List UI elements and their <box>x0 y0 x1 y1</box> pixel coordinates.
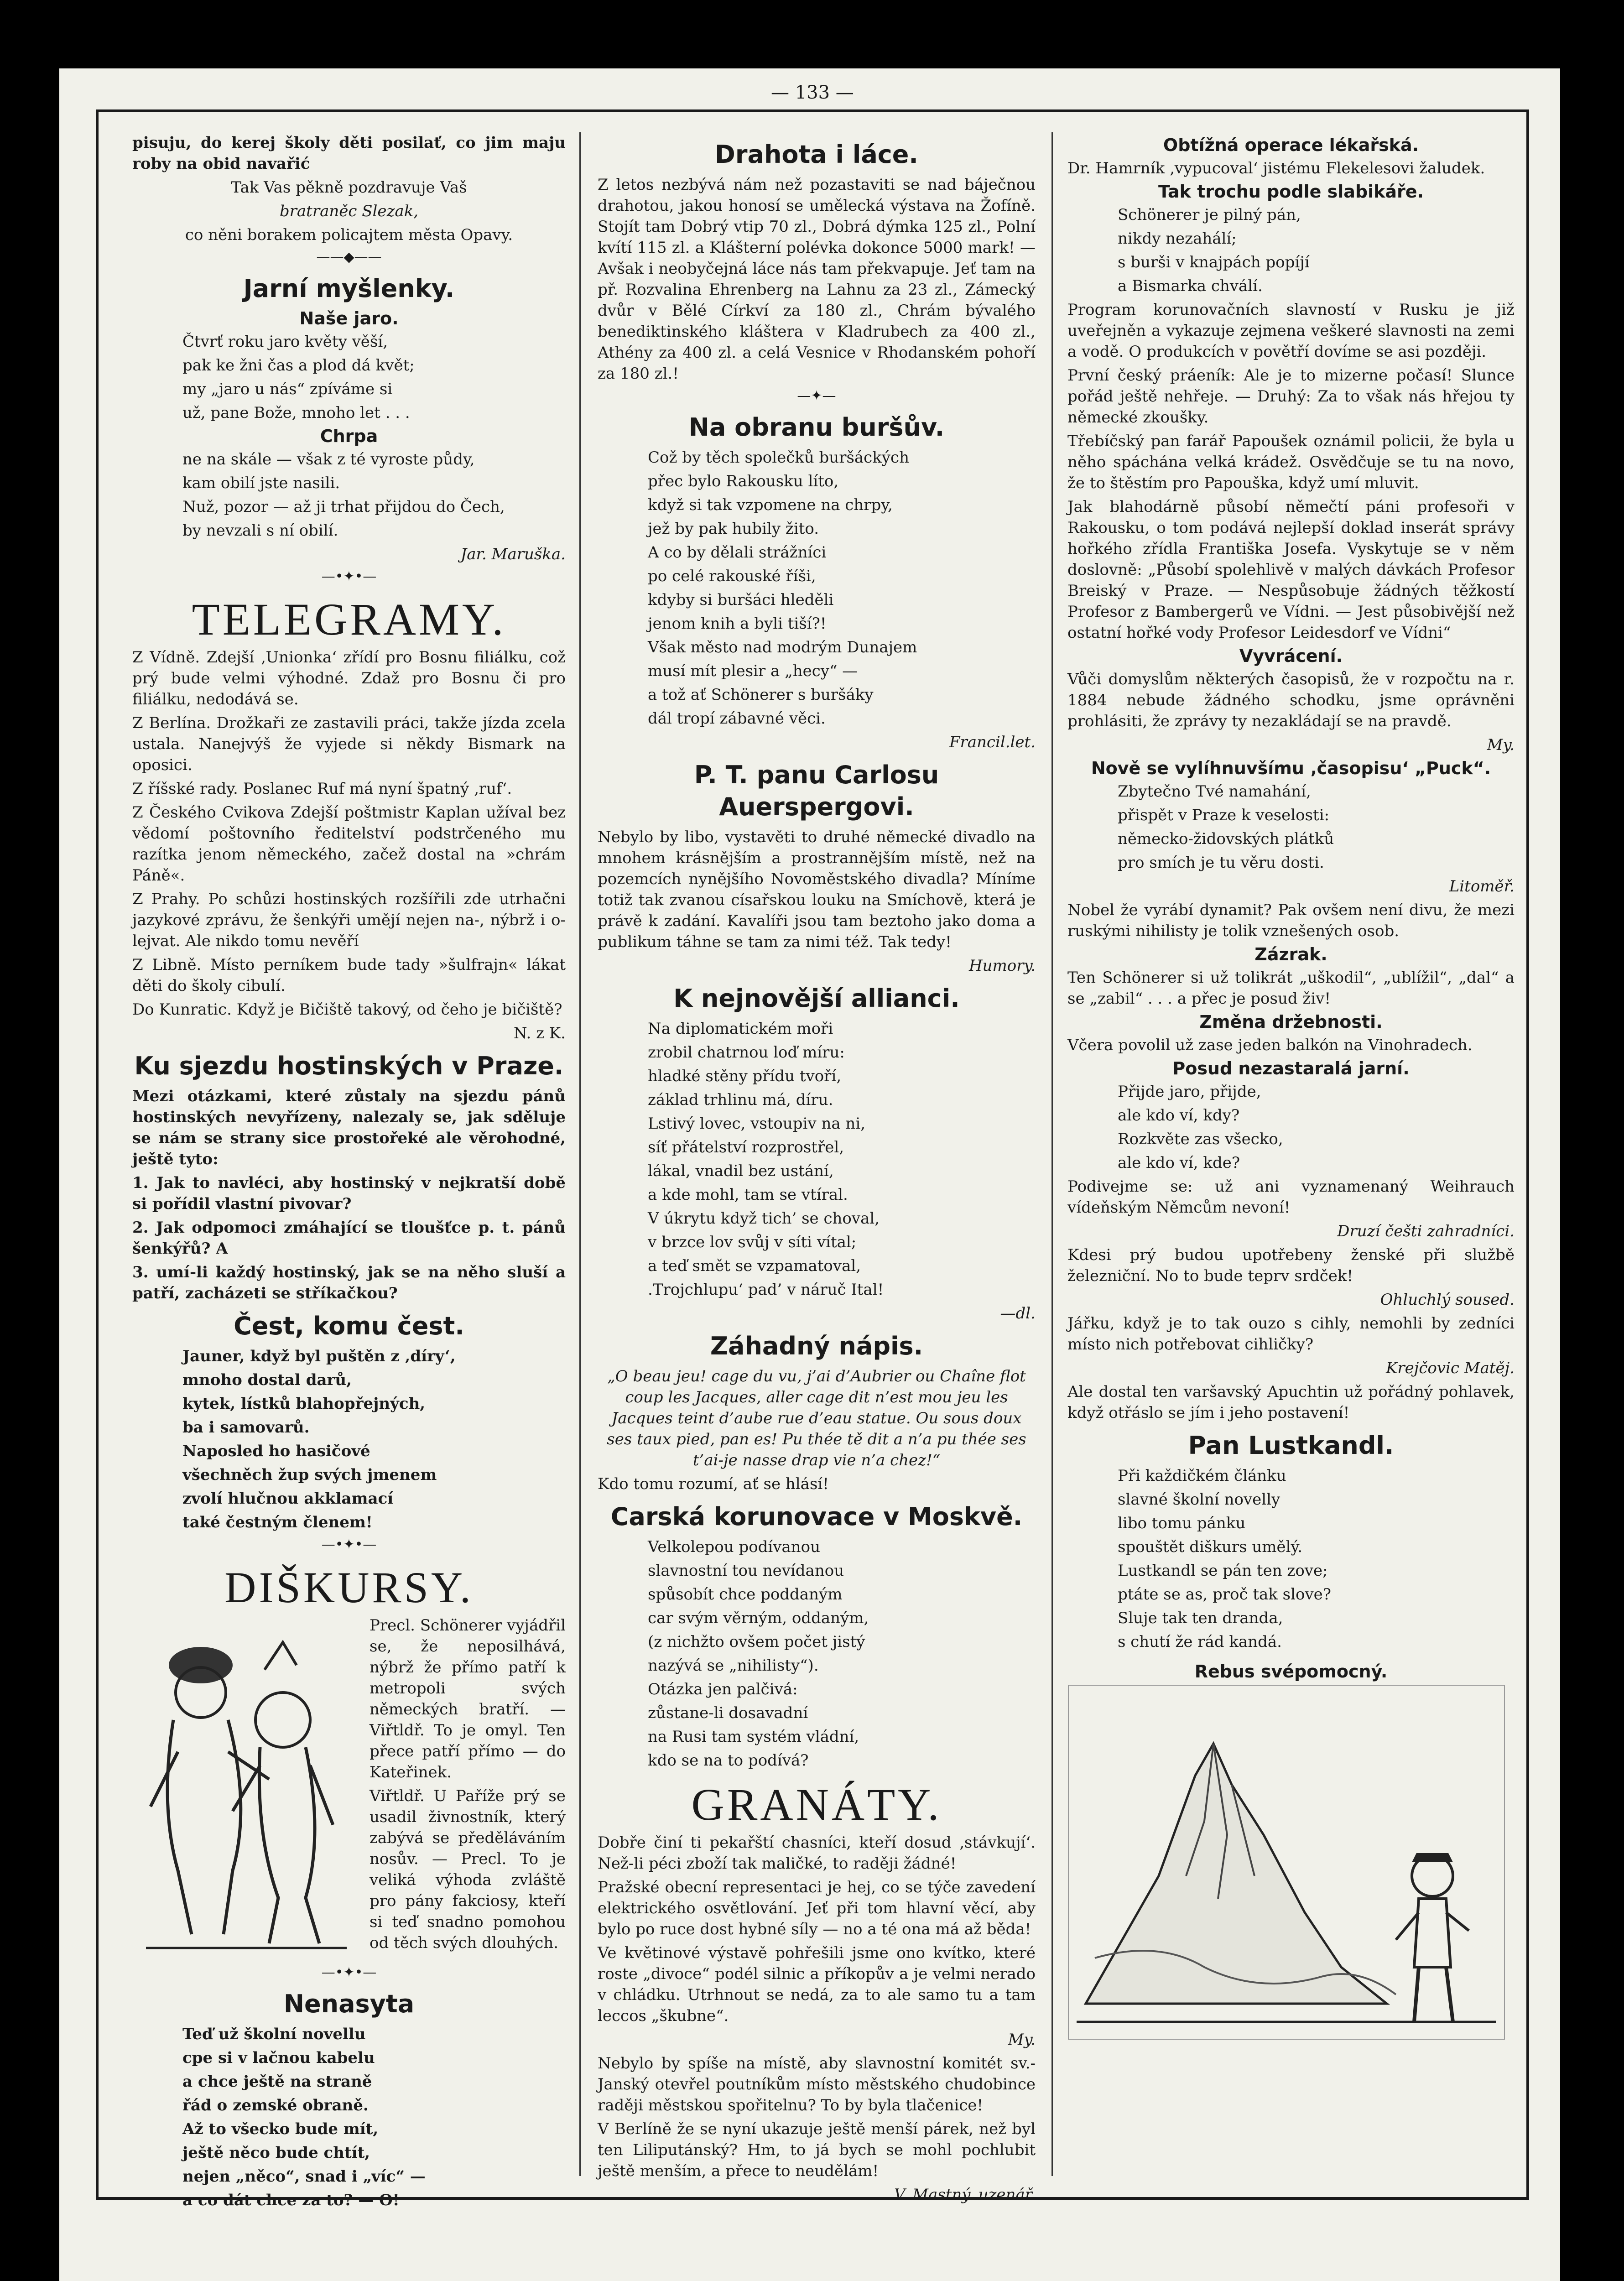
verse-line: a co dát chce za to? — O! <box>182 2191 400 2209</box>
puck-verse <box>1067 781 1515 873</box>
nobel-paragraph: Nobel že vyrábí dynamit? Pak ovšem není divu, že mezi ruskými nihilisty je tolik vznešených osob. <box>1067 901 1515 940</box>
verse-line: Lstivý lovec, vstoupiv na ni, <box>648 1114 866 1133</box>
napis-paragraph: Kdo tomu rozumí, ať se hlásí! <box>598 1475 829 1493</box>
verse-line: Otázka jen palčivá: <box>648 1680 798 1698</box>
drzebnost-paragraph: Včera povolil už zase jeden balkón na Vinohradech. <box>1067 1036 1473 1054</box>
verse-line: přec bylo Rakousku líto, <box>648 472 839 490</box>
posud-title: Posud nezastaralá jarní. <box>1172 1058 1410 1078</box>
two-men-illustration <box>132 1615 360 1953</box>
verse-line: ještě něco bude chtít, <box>182 2144 370 2162</box>
ornament: —•✦•— <box>321 568 377 584</box>
apuchtin-paragraph: Ale dostal ten varšavský Apuchtin už pořádný pohlavek, když otřáslo se jím i jeho postavení! <box>1067 1383 1515 1422</box>
verse-line: Nuž, pozor — až ji trhat přijdou do Čech, <box>182 498 505 516</box>
drahota-paragraph: Z letos nezbývá nám než pozastaviti se nad báječnou drahotou, jakou honosí se umělecká výstava na Žofíně. Stojít tam Dobrý vtip 70 zl., Dobrá dýmka 125 zl., Polní kvítí 115 zl. a Klášterní polévka dokonce 5000 mark! — Avšak i neobyčejná láce nás tam překvapuje. Jeť tam na př. Rozvalina Ehrenberg na Lahnu za 23 zl., Zámecký dvůr v Bělé Církví za 180 zl., Chrám bývalého benediktinského kláštera v Kladrubech za 400 zl., Athény za 400 zl. a celá Vesnice v Rhodanském pohoří za 180 zl.! <box>598 176 1036 383</box>
ornament: —•✦•— <box>321 1964 377 1980</box>
diskursy-title: DIŠKURSY. <box>224 1563 474 1612</box>
verse-line: Přijde jaro, přijde, <box>1118 1083 1261 1101</box>
korunovace-verse <box>598 1536 1036 1771</box>
verse-line: Zbytečno Tvé namahání, <box>1118 782 1311 801</box>
signature: My. <box>1008 2031 1036 2049</box>
verse-line: ba i samovarů. <box>182 1418 310 1437</box>
sjezd-paragraph: Mezi otázkami, které zůstaly na sjezdu pánů hostinských nevyřízeny, nalezaly se, jak sděluje se nám se strany sice prostořeké ale věrohodné, ještě tyto: <box>132 1087 566 1168</box>
slabikar-verse <box>1067 204 1515 297</box>
verse-line: Čtvrť roku jaro květy věší, <box>182 333 388 351</box>
program-paragraph: Program korunovačních slavností v Rusku je již uveřejněn a vykazuje zejmena veškeré slavnosti na zemi a vodě. O produkcích v povětří dovíme se asi později. <box>1067 301 1515 361</box>
verse-line: německo-židovských plátků <box>1118 830 1334 848</box>
verse-line: cpe si v lačnou kabelu <box>182 2049 375 2067</box>
verse-line: Sluje tak ten dranda, <box>1118 1609 1283 1627</box>
verse-line: mnoho dostal darů, <box>182 1371 352 1389</box>
verse-line: jenom knih a byli tiší?! <box>648 615 827 633</box>
verse-line: Což by těch společků buršáckých <box>648 448 909 467</box>
korunovace-title: Carská korunovace v Moskvě. <box>610 1502 1023 1531</box>
obranu-title: Na obranu buršův. <box>688 413 945 442</box>
column-rule <box>579 132 581 2176</box>
nase-jaro-verse <box>132 331 566 423</box>
verse-line: ale kdo ví, kde? <box>1118 1154 1240 1172</box>
allianci-verse <box>598 1018 1036 1300</box>
verse-line: Na diplomatickém moři <box>648 1020 833 1038</box>
verse-line: Však město nad modrým Dunajem <box>648 638 917 656</box>
zelez-paragraph: Kdesi prý budou upotřebeny ženské při službě železniční. No to bude teprv srdček! <box>1067 1246 1515 1285</box>
slabikar-title: Tak trochu podle slabikáře. <box>1158 182 1424 202</box>
diskursy-block <box>132 1615 566 1962</box>
napis-title: Záhadný nápis. <box>710 1332 923 1360</box>
signature: My. <box>1487 736 1515 754</box>
jarni-title: Jarní myšlenky. <box>243 274 455 303</box>
verse-line: kam obilí jste nasili. <box>182 474 340 492</box>
verse-line: dál tropí zábavné věci. <box>648 709 826 728</box>
pranik-paragraph: První český práeník: Ale je to mizerne počasí! Slunce pořád ještě nehřeje. — Druhý: Za to však nás hřejou ty německé zkoušky. <box>1067 366 1515 427</box>
verse-line: s burši v knajpách popíjí <box>1118 253 1310 271</box>
verse-line: musí mít plesir a „hecy“ — <box>648 662 858 680</box>
telegram-paragraph: Z Českého Cvikova Zdejší poštmistr Kaplan užíval bez vědomí poštovního ředitelství podstrčeného mu razítka jenom německého, začež dostal na »chrám Páně«. <box>132 803 566 885</box>
signature: —dl. <box>1000 1304 1036 1323</box>
operace-paragraph: Dr. Hamrník ‚vypucoval‘ jistému Flekelesovi žaludek. <box>1067 159 1485 177</box>
verse-line: zrobil chatrnou loď míru: <box>648 1043 845 1062</box>
signature: Litoměř. <box>1449 877 1515 896</box>
verse-line: a kde mohl, tam se vtíral. <box>648 1186 848 1204</box>
newspaper-page <box>59 68 1560 2281</box>
verse-line: přispět v Praze k veselosti: <box>1118 806 1330 824</box>
signature: Francil.let. <box>949 733 1036 751</box>
operace-title: Obtížná operace lékařská. <box>1163 135 1419 155</box>
rebus-mountain-illustration <box>1067 1684 1505 2040</box>
granaty-paragraph: Nebylo by spíše na místě, aby slavnostní komitét sv.-Janský otevřel poutníkům místo městského chudobince raději městskou spořitelnu? To by byla tlačenice! <box>598 2054 1036 2114</box>
verse-line: my „jaro u nás“ zpíváme si <box>182 380 393 398</box>
telegram-paragraph: Z Prahy. Po schůzi hostinských rozšířili zde utrhačni jazykové zprávu, že šenkýři umějí nejen na-, nýbrž i o-lejvat. Ale nikdo tomu nevěří <box>132 890 566 950</box>
telegram-paragraph: Z říšské rady. Poslanec Ruf má nyní špatný ‚ruf‘. <box>132 780 512 798</box>
cest-verse <box>132 1346 566 1533</box>
verse-line: Velkolepou podívanou <box>648 1538 821 1556</box>
verse-line: ptáte se as, proč tak slove? <box>1118 1585 1332 1604</box>
verse-line: libo tomu pánku <box>1118 1514 1246 1532</box>
verse-line: v brzce lov svůj v síti vítal; <box>648 1233 857 1251</box>
lustkandl-verse <box>1067 1465 1515 1652</box>
sjezd-paragraph: 1. Jak to navléci, aby hostinský v nejkratší době si pořídil vlastní pivovar? <box>132 1174 566 1213</box>
verse-line: když si tak vzpomene na chrpy, <box>648 496 893 514</box>
nase-jaro-title: Naše jaro. <box>299 308 399 328</box>
verse-line: lákal, vnadil bez ustání, <box>648 1162 834 1180</box>
column-rule <box>1051 132 1053 2176</box>
vyvraceni-title: Vyvrácení. <box>1239 646 1343 666</box>
verse-line: ne na skále — však z té vyroste půdy, <box>182 450 475 469</box>
verse-line: kytek, lístků blahopřejných, <box>182 1395 426 1413</box>
verse-line: V úkrytu když tich’ se choval, <box>648 1209 880 1228</box>
sjezd-paragraph: 2. Jak odpomoci zmáhající se tloušťce p. t. pánů šenkýřů? A <box>132 1219 566 1258</box>
cest-title: Čest, komu čest. <box>234 1312 464 1340</box>
verse-line: nazývá se „nihilisty“). <box>648 1656 819 1675</box>
verse-line: s chutí že rád kandá. <box>1118 1633 1282 1651</box>
signature: Druzí češti zahradníci. <box>1337 1222 1515 1240</box>
granaty-paragraph: V Berlíně že se nyní ukazuje ještě menší párek, než byl ten Liliputánský? Hm, to já bych se mohl pochlubit ještě menším, a přece to neudělám! <box>598 2120 1036 2180</box>
ornament: —•✦•— <box>321 1536 377 1552</box>
verse-line: zůstane-li dosavadní <box>648 1704 808 1722</box>
napis-paragraph: „O beau jeu! cage du vu, j’ai d’Aubrier ou Chaîne flot coup les Jacques, aller cage dit n’est mou jeu les Jacques teint d’aube rue d’eau statue. Ou sous doux ses taux pied, pan es! Pu thée tě dit a n’a pu thée ses t’ai-je nasse drap vie n’a chez!“ <box>607 1367 1026 1469</box>
verse-line: Rozkvěte zas všecko, <box>1118 1130 1283 1148</box>
verse-line: a Bismarka chválí. <box>1118 277 1263 295</box>
sjezd-paragraph: 3. umí-li každý hostinský, jak se na něho sluší a patří, zacházeti se stříkačkou? <box>132 1263 566 1302</box>
verse-line: A co by dělali strážníci <box>648 543 827 562</box>
verse-line: ale kdo ví, kdy? <box>1118 1106 1240 1125</box>
verse-line: pro smích je tu věru dosti. <box>1118 854 1324 872</box>
column-1 <box>132 132 566 2209</box>
zazrak-paragraph: Ten Schönerer si už tolikrát „uškodil“, „ublížil“, „dal“ a se „zabil“ . . . a přec je posud živ! <box>1067 969 1515 1008</box>
verse-line: Při každičkém článku <box>1118 1467 1286 1485</box>
verse-line: Teď už školní novellu <box>182 2025 366 2043</box>
column-2 <box>598 132 1036 2204</box>
ornament: —✦— <box>797 388 836 404</box>
verse-line: už, pane Bože, mnoho let . . . <box>182 404 410 422</box>
verse-line: řád o zemské obraně. <box>182 2096 369 2114</box>
farar-paragraph: Třebíčský pan farář Papoušek oznámil policii, že byla u něho spáchána velká krádež. Osvědčuje se tu na novo, že to štěstím pro Papouška, když umí mluvit. <box>1067 432 1515 492</box>
signature: V. Mastný. uzenář. <box>894 2186 1036 2204</box>
verse-line: Schönerer je pilný pán, <box>1118 206 1301 224</box>
rebus-title: Rebus svépomocný. <box>1194 1661 1388 1682</box>
allianci-title: K nejnovější allianci. <box>673 984 960 1013</box>
diskursy-paragraph: Viřtldř. U Paříže prý se usadil živnostník, který zabývá se předěláváním nosův. — Precl. To je veliká výhoda zvláště pro pány fakciosy, kteří si teď snadno pomohou od těch svých dlouhých. <box>370 1787 566 1952</box>
signature: Humory. <box>968 957 1036 975</box>
signature: Krejčovic Matěj. <box>1386 1359 1515 1377</box>
granaty-title: GRANÁTY. <box>691 1779 942 1830</box>
verse-line: spouštět diškurs umělý. <box>1118 1538 1303 1556</box>
obranu-verse <box>598 447 1036 729</box>
verse-line: po celé rakouské říši, <box>648 567 816 585</box>
verse-line: (z nichžto ovšem počet jistý <box>648 1633 865 1651</box>
chrpa-verse <box>132 449 566 541</box>
vyvraceni-paragraph: Vůči domyslům některých časopisů, že v rozpočtu na r. 1884 nebude žádného schodku, jsme oprávněni prohlásiti, že zprávy ty nezakládají se na pravdě. <box>1067 670 1515 730</box>
verse-line: také čestným členem! <box>182 1513 373 1531</box>
verse-line: a chce ještě na straně <box>182 2073 372 2091</box>
granaty-paragraph: Ve květinové výstavě pohřešili jsme ono kvítko, které roste „divoce“ podél silnic a příkopův a je velmi nerado v chládku. Utrhnout se nedá, za to ale samo tu a tam leccos „škubne“. <box>598 1944 1036 2025</box>
verse-line: hladké stěny přídu tvoří, <box>648 1067 842 1085</box>
verse-line: Lustkandl se pán ten zove; <box>1118 1562 1328 1580</box>
verse-line: by nevzali s ní obilí. <box>182 521 338 540</box>
signature: N. z K. <box>513 1024 566 1042</box>
verse-line: Naposled ho hasičové <box>182 1442 370 1460</box>
jarku-paragraph: Jářku, když je to tak ouzo s cihly, nemohli by zedníci místo nich potřebovat cihličky? <box>1067 1314 1515 1354</box>
verse-line: zvolí hlučnou akklamací <box>182 1489 394 1508</box>
signature: Ohluchlý soused. <box>1380 1291 1515 1309</box>
profesor-paragraph: Jak blahodárně působí němečtí páni profesoři v Rakousku, o tom podává nejlepší doklad inserát správy hořkého zřídla Františka Josefa. Vyskytuje se v něm doslovně: „Působí spolehlivě v malých dávkách Profesor Breiský v Praze. — Nespůsobuje žádných těžkostí Profesor z Bambergerů ve Vídni. — Jest působivější než ostatní hořké vody Profesor Leidesdorf ve Vídni“ <box>1067 498 1515 642</box>
nenasyta-verse <box>132 2024 566 2211</box>
verse-line: Až to všecko bude mít, <box>182 2120 379 2138</box>
verse-line: nikdy nezahálí; <box>1118 229 1237 248</box>
ornament: ——◆—— <box>316 249 382 265</box>
puck-title: Nově se vylíhnuvšímu ‚časopisu‘ „Puck“. <box>1091 758 1491 778</box>
intro-text: co něni borakem policajtem města Opavy. <box>185 226 513 244</box>
column-3 <box>1067 132 1515 2176</box>
chrpa-title: Chrpa <box>320 426 378 446</box>
telegram-paragraph: Z Libně. Místo perníkem bude tady »šulfrajn« lákat děti do školy cibulí. <box>132 956 566 995</box>
drahota-title: Drahota i láce. <box>715 140 918 169</box>
verse-line: síť přátelství rozprostřel, <box>648 1138 844 1156</box>
telegram-paragraph: Z Vídně. Zdejší ‚Unionka‘ zřídí pro Bosnu filiálku, což prý bude velmi výhodné. Zdaž pro Bosnu či pro filiálku, nedodává se. <box>132 648 566 708</box>
verse-line: jež by pak hubily žito. <box>648 520 819 538</box>
verse-line: car svým věrným, oddaným, <box>648 1609 869 1627</box>
page-number: — 133 — <box>771 82 854 103</box>
verse-line: nejen „něco“, snad i „víc“ — <box>182 2167 426 2186</box>
diskursy-text <box>370 1615 566 1956</box>
telegramy-title: TELEGRAMY. <box>192 594 506 645</box>
telegram-paragraph: Do Kunratic. Když je Bičiště takový, od čeho je bičiště? <box>132 1000 562 1019</box>
verse-line: slavnostní tou nevídanou <box>648 1562 844 1580</box>
intro-text: pisuju, do kerej školy děti posilať, co jim maju roby na obid navařić <box>132 134 566 173</box>
granaty-paragraph: Dobře činí ti pekařští chasníci, kteří dosud ‚stávkují‘. Než-li péci zboží tak maličké, to raději žádné! <box>598 1833 1036 1873</box>
verse-line: kdo se na to podívá? <box>648 1751 809 1770</box>
verse-line: kdyby si buršáci hleděli <box>648 591 834 609</box>
verse-line: spůsobít chce poddaným <box>648 1585 843 1604</box>
verse-line: pak ke žni čas a plod dá květ; <box>182 356 415 375</box>
sjezd-title: Ku sjezdu hostinských v Praze. <box>134 1052 564 1080</box>
verse-line: základ trhlinu má, díru. <box>648 1091 833 1109</box>
intro-text: Tak Vas pěkně pozdravuje Vaš <box>231 178 467 197</box>
verse-line: a tož ať Schönerer s buršáky <box>648 686 874 704</box>
zazrak-title: Zázrak. <box>1254 944 1327 964</box>
telegram-paragraph: Z Berlína. Drožkaři ze zastavili práci, takže jízda zcela ustala. Nanejvýš že vyjede si někdy Bismark na oposici. <box>132 714 566 774</box>
intro-text: bratraněc Slezak, <box>279 202 419 220</box>
verse-line: na Rusi tam systém vládní, <box>648 1728 859 1746</box>
signature: Jar. Maruška. <box>460 545 566 563</box>
diskursy-paragraph: Precl. Schönerer vyjádřil se, že neposilhává, nýbrž že přímo patří k metropoli svých německých bratří. — Viřtldř. To je omyl. Ten přece patří přímo — do Kateřinek. <box>370 1616 566 1781</box>
auersperg-paragraph: Nebylo by libo, vystavěti to druhé německé divadlo na mnohem krásnějším a prostrannějším místě, než na pozemcích nynějšího Novoměstského divadla? Míníme totiž tak zvanou císařskou louku na Smíchově, která je právě k zadání. Kavalíři jsou tam beztoho jako doma a publikum táhne se tam za nimi též. Tak tedy! <box>598 828 1036 951</box>
verse-line: Jauner, když byl puštěn z ‚díry‘, <box>182 1347 456 1365</box>
granaty-paragraph: Pražské obecní representaci je hej, co se týče zavedení elektrického osvětlování. Jeť při tom hlavní věcí, aby bylo po ruce dost hybné síly — no a té ona má až běda! <box>598 1878 1036 1938</box>
verse-line: všechněch žup svých jmenem <box>182 1466 437 1484</box>
verse-line: slavné školní novelly <box>1118 1490 1280 1509</box>
weihrauch-paragraph: Podivejme se: už ani vyznamenaný Weihrauch vídeňským Němcům nevoní! <box>1067 1177 1515 1217</box>
posud-verse <box>1067 1081 1515 1173</box>
drzebnost-title: Změna držebnosti. <box>1199 1012 1383 1032</box>
verse-line: a teď smět se vzpamatoval, <box>648 1257 861 1275</box>
auersperg-title: P. T. panu Carlosu Auerspergovi. <box>694 760 939 821</box>
verse-line: .Trojchlupu‘ pad’ v náruč Ital! <box>648 1281 884 1299</box>
nenasyta-title: Nenasyta <box>283 1989 415 2018</box>
lustkandl-title: Pan Lustkandl. <box>1188 1431 1394 1460</box>
